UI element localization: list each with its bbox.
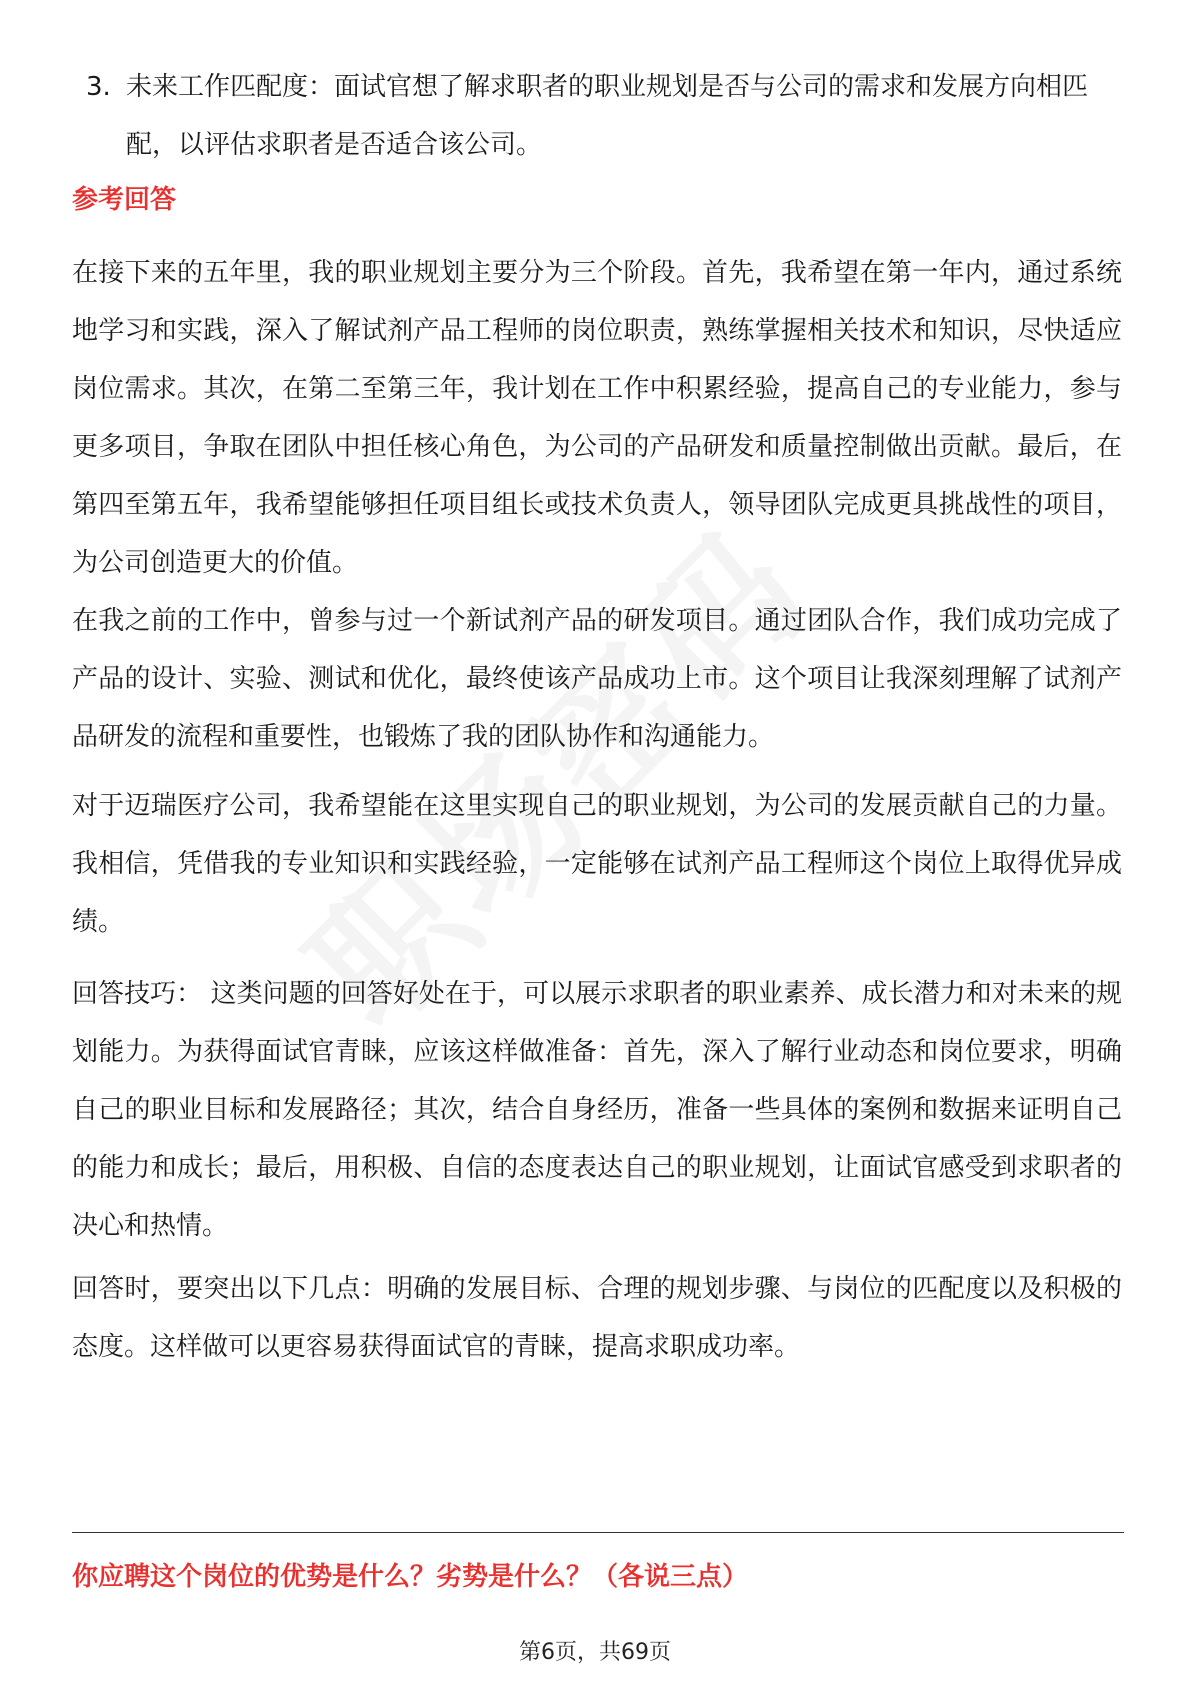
list-item-number: 3. [86,72,111,102]
section-divider [72,1532,1124,1533]
reference-answer-heading: 参考回答 [72,185,177,215]
answer-paragraph-2: 在我之前的工作中，曾参与过一个新试剂产品的研发项目。通过团队合作，我们成功完成了产品的设计、实验、测试和优化，最终使该产品成功上市。这个项目让我深刻理解了试剂产品研发的流程和重要性，也锻炼了我的团队协作和沟通能力。 [72,606,1122,752]
list-item-3 [86,58,1126,174]
page-number-footer: 第6页，共69页 [519,1640,671,1665]
list-item-text: 未来工作匹配度：面试官想了解求职者的职业规划是否与公司的需求和发展方向相匹配，以评估求职者是否适合该公司。 [126,72,1089,160]
answer-paragraph-3: 对于迈瑞医疗公司，我希望能在这里实现自己的职业规划，为公司的发展贡献自己的力量。我相信，凭借我的专业知识和实践经验，一定能够在试剂产品工程师这个岗位上取得优异成绩。 [72,791,1122,937]
next-question-heading: 你应聘这个岗位的优势是什么？劣势是什么？（各说三点） [72,1562,749,1592]
answer-paragraph-1: 在接下来的五年里，我的职业规划主要分为三个阶段。首先，我希望在第一年内，通过系统地学习和实践，深入了解试剂产品工程师的岗位职责，熟练掌握相关技术和知识，尽快适应岗位需求。其次，在第二至第三年，我计划在工作中积累经验，提高自己的专业能力，参与更多项目，争取在团队中担任核心角色，为公司的产品研发和质量控制做出贡献。最后，在第四至第五年，我希望能够担任项目组长或技术负责人，领导团队完成更具挑战性的项目，为公司创造更大的价值。 [72,258,1122,578]
answer-tips-paragraph: 回答技巧： 这类问题的回答好处在于，可以展示求职者的职业素养、成长潜力和对未来的规划能力。为获得面试官青睐，应该这样做准备：首先，深入了解行业动态和岗位要求，明确自己的职业目标和发展路径；其次，结合自身经历，准备一些具体的案例和数据来证明自己的能力和成长；最后，用积极、自信的态度表达自己的职业规划，让面试官感受到求职者的决心和热情。 [72,979,1122,1241]
answer-summary-paragraph: 回答时，要突出以下几点：明确的发展目标、合理的规划步骤、与岗位的匹配度以及积极的态度。这样做可以更容易获得面试官的青睐，提高求职成功率。 [72,1274,1122,1362]
